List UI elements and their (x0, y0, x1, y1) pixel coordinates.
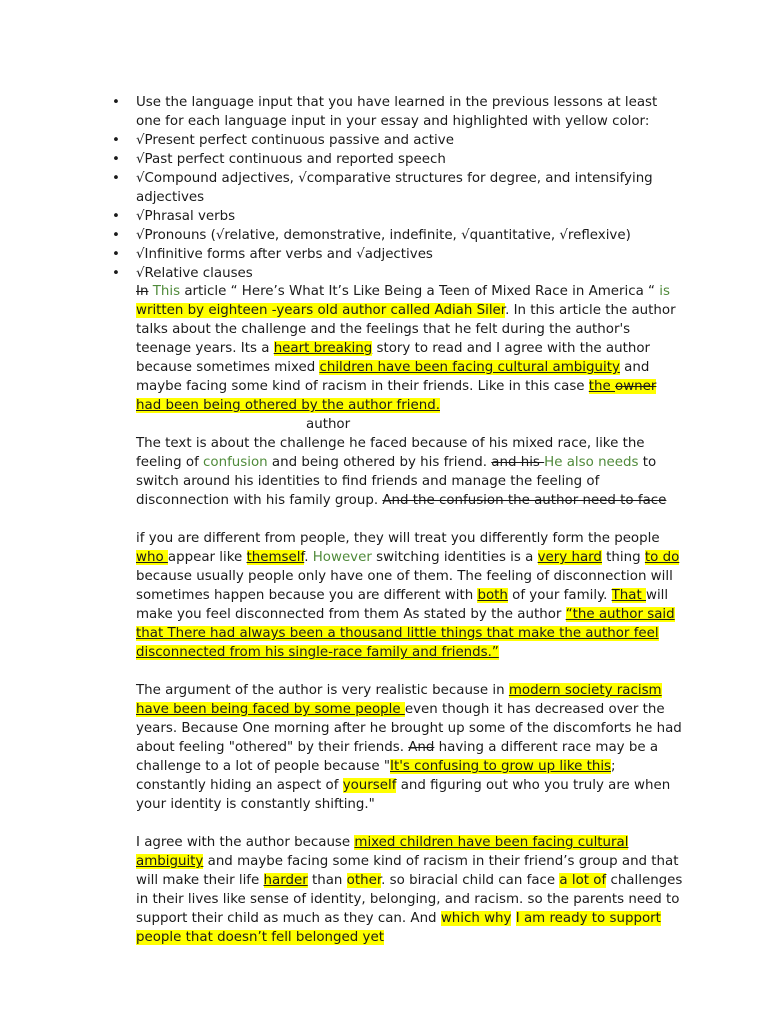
essay-paragraph-intro (136, 282, 684, 415)
essay-text: than (307, 873, 347, 888)
checklist-item-text: √Phrasal verbs (136, 209, 236, 224)
essay-text: because usually people only have one of them. The feeling of disconnection will sometimes happen because you are different with (136, 569, 673, 603)
checklist-item (112, 169, 682, 207)
highlighted-text: other (346, 873, 382, 888)
language-input-checklist (112, 93, 682, 283)
checklist-item-text: √Infinitive forms after verbs and √adjectives (136, 247, 433, 262)
checklist-item (112, 264, 682, 283)
highlighted-text: heart breaking (273, 341, 373, 356)
correction-text: He also needs (544, 455, 639, 470)
bullet-icon: • (112, 228, 120, 243)
essay-text: . so biracial child can face (381, 873, 560, 888)
highlighted-text: which why (440, 911, 512, 926)
highlighted-text: had been being othered by the author friend. (136, 398, 440, 413)
highlighted-text: the (588, 379, 616, 394)
highlighted-text: mixed children have been facing cultural ambiguity (136, 835, 629, 869)
essay-text: and figuring out who you truly are when your identity is constantly shifting." (136, 778, 671, 812)
essay-body (136, 282, 684, 966)
essay-text: and maybe facing some kind of racism in their friend’s group and that will make their life (136, 854, 679, 888)
highlighted-text: themself (246, 550, 305, 565)
essay-paragraph-conclusion (136, 833, 684, 947)
essay-text: having a different race may be a challenge to a lot of people because " (136, 740, 659, 774)
essay-paragraph-summary (136, 434, 684, 510)
essay-paragraph-argument (136, 681, 684, 814)
highlighted-text: yourself (342, 778, 397, 793)
highlighted-text: both (477, 588, 508, 603)
bullet-icon: • (112, 266, 120, 281)
checklist-item (112, 150, 682, 169)
essay-text: article “ Here’s What It’s Like Being a Teen of Mixed Race in America “ (180, 284, 660, 299)
essay-paragraph-identities (136, 529, 684, 662)
essay-text: will make you feel disconnected from them As stated by the author (136, 588, 669, 622)
essay-text: if you are different from people, they will treat you differently form the people (136, 531, 660, 546)
checklist-item (112, 245, 682, 264)
checklist-item-text: √Relative clauses (136, 266, 253, 281)
bullet-icon: • (112, 133, 120, 148)
struck-text: And the confusion the author need to face (382, 493, 667, 508)
struck-text: And (408, 740, 435, 755)
essay-text: The argument of the author is very realistic because in (136, 683, 509, 698)
bullet-icon: • (112, 95, 120, 110)
highlighted-text: to do (644, 550, 680, 565)
checklist-item-text: √Past perfect continuous and reported speech (136, 152, 446, 167)
checklist-item (112, 207, 682, 226)
highlighted-text: That (611, 588, 646, 603)
checklist-item-text: √Pronouns (√relative, demonstrative, indefinite, √quantitative, √reflexive) (136, 228, 631, 243)
essay-text: . In this article the author talks about the challenge and the feelings that he felt during the author's teenage years. Its a (136, 303, 676, 356)
checklist-item-text: √Present perfect continuous passive and active (136, 133, 454, 148)
essay-text: and maybe facing some kind of racism in their friends. Like in this case (136, 360, 650, 394)
checklist-item (112, 93, 682, 131)
highlighted-text: who (136, 550, 168, 565)
essay-text: challenges in their lives like sense of identity, belonging, and racism. so the parents need to support their child as much as they can. And (136, 873, 683, 926)
correction-text: This (152, 284, 181, 299)
bullet-icon: • (112, 171, 120, 186)
struck-highlighted-text: owner (615, 379, 657, 394)
margin-correction-note: author (306, 417, 351, 432)
essay-text: switching identities is a (371, 550, 538, 565)
essay-text: and being othered by his friend. (267, 455, 492, 470)
highlighted-text: modern society racism have been being faced by some people (136, 683, 662, 717)
highlighted-text: It's confusing to grow up like this (390, 759, 612, 774)
checklist-item-text: Use the language input that you have learned in the previous lessons at least one for each language input in your essay and highlighted with yellow color: (136, 95, 658, 129)
struck-text: In (136, 284, 149, 299)
highlighted-text: “the author said that There had always been a thousand little things that make the author feel disconnected from his single-race family and friends.” (136, 607, 675, 660)
essay-text: ; constantly hiding an aspect of (136, 759, 616, 793)
bullet-icon: • (112, 152, 120, 167)
essay-text: I agree with the author because (136, 835, 355, 850)
essay-text: appear like (167, 550, 247, 565)
correction-text: is (659, 284, 670, 299)
struck-text: and his (491, 455, 545, 470)
bullet-icon: • (112, 247, 120, 262)
highlighted-text: harder (263, 873, 308, 888)
highlighted-text: very hard (537, 550, 602, 565)
bullet-icon: • (112, 209, 120, 224)
essay-text: The text is about the challenge he faced because of his mixed race, like the feeling of (136, 436, 645, 470)
checklist-item-text: √Compound adjectives, √comparative structures for degree, and intensifying adjectives (136, 171, 653, 205)
highlighted-text: a lot of (559, 873, 607, 888)
essay-text: even though it has decreased over the years. Because One morning after he brought up some of the discomforts he had about feeling "othered" by their friends. (136, 702, 682, 755)
correction-text: confusion (203, 455, 268, 470)
essay-text: thing (601, 550, 645, 565)
essay-text: to switch around his identities to find friends and manage the feeling of disconnection with his family group. (136, 455, 657, 508)
correction-text: However (312, 550, 372, 565)
checklist-item (112, 131, 682, 150)
essay-text: . (304, 550, 313, 565)
checklist-item (112, 226, 682, 245)
essay-text: of your family. (507, 588, 612, 603)
highlighted-text: I am ready to support people that doesn’t fell belonged yet (136, 911, 661, 945)
highlighted-text: children have been facing cultural ambiguity (319, 360, 620, 375)
highlighted-text: written by eighteen -years old author called Adiah Siler (136, 303, 506, 318)
essay-text: story to read and I agree with the author because sometimes mixed (136, 341, 651, 375)
